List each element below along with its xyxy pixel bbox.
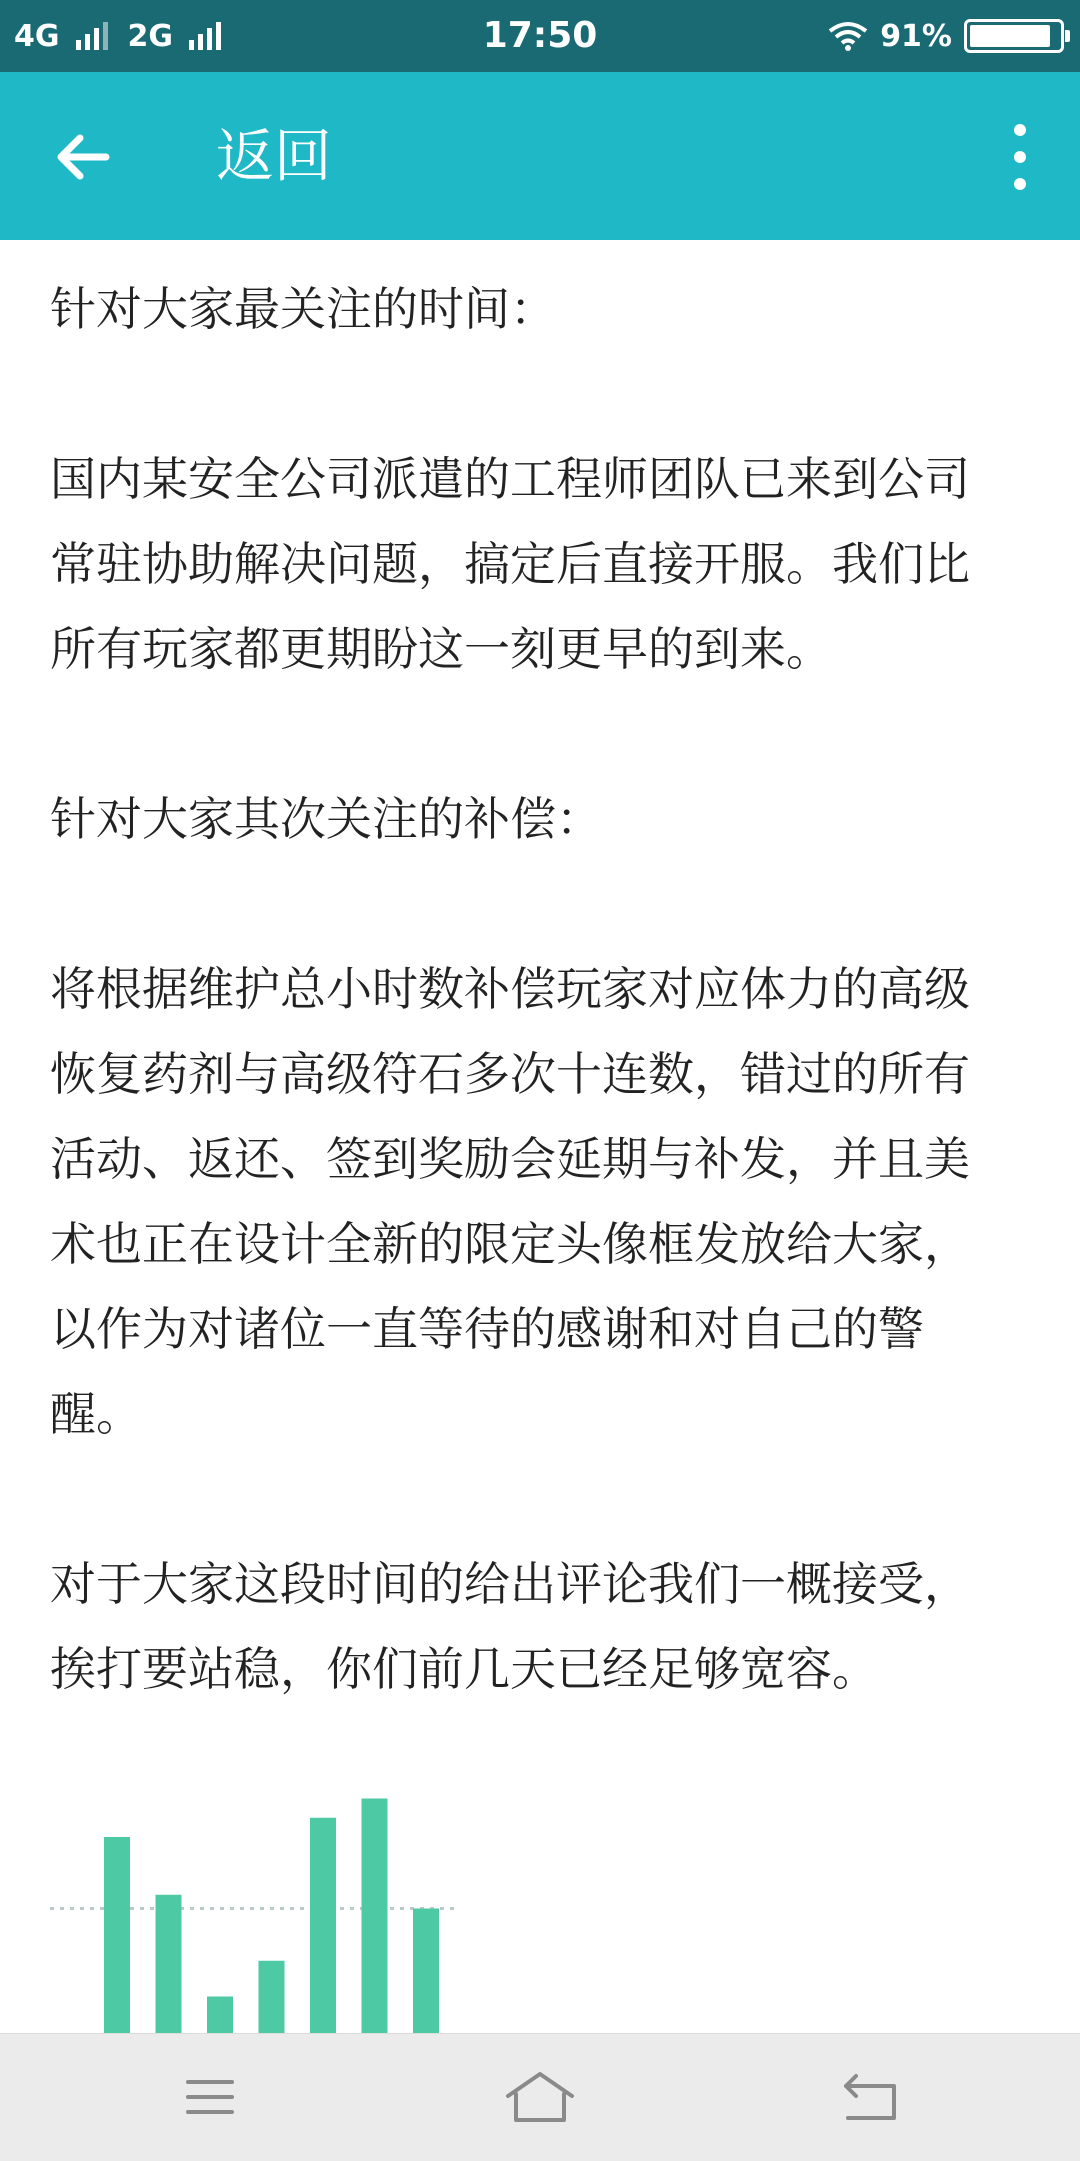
bar-chart <box>0 1760 1080 2035</box>
article-paragraph <box>50 267 1040 352</box>
more-dot <box>1014 151 1026 163</box>
menu-icon <box>170 2064 250 2130</box>
back-button[interactable] <box>50 124 116 190</box>
system-nav-bar <box>0 2033 1080 2161</box>
more-vertical-icon <box>1014 124 1026 136</box>
text-line: 对于大家这段时间的给出评论我们一概接受， <box>50 1557 970 1611</box>
home-button[interactable] <box>500 2064 580 2130</box>
text-line: 将根据维护总小时数补偿玩家对应体力的高级 <box>50 962 970 1016</box>
more-options-button[interactable] <box>1000 124 1040 190</box>
chart-bar <box>104 1837 130 2035</box>
article-paragraph <box>50 437 1040 692</box>
chart-bar <box>259 1961 285 2035</box>
chart-bar <box>310 1818 336 2035</box>
text-line: 醒。 <box>50 1387 142 1441</box>
return-icon <box>830 2064 910 2130</box>
battery-percent: 91% <box>880 18 952 54</box>
text-line: 常驻协助解决问题，搞定后直接开服。我们比 <box>50 537 970 591</box>
more-dot <box>1014 178 1026 190</box>
chart-bar <box>207 1997 233 2036</box>
app-title[interactable]: 返回 <box>216 122 333 190</box>
text-line: 国内某安全公司派遣的工程师团队已来到公司 <box>50 452 970 506</box>
text-line: 活动、返还、签到奖励会延期与补发，并且美 <box>50 1132 970 1186</box>
article-body <box>50 240 1040 1712</box>
text-line: 挨打要站稳，你们前几天已经足够宽容。 <box>50 1642 878 1696</box>
battery-fill <box>970 25 1050 47</box>
network-1-label: 4G <box>14 18 60 54</box>
network-2-label: 2G <box>127 18 173 54</box>
text-line: 恢复药剂与高级符石多次十连数，错过的所有 <box>50 1047 970 1101</box>
home-icon <box>500 2064 580 2130</box>
status-bar <box>0 0 1080 72</box>
text-line: 针对大家最关注的时间： <box>50 282 556 336</box>
chart-bar <box>362 1799 388 2036</box>
status-time: 17:50 <box>482 15 598 56</box>
app-bar <box>0 72 1080 240</box>
text-line: 针对大家其次关注的补偿： <box>50 792 602 846</box>
battery-icon <box>964 19 1064 53</box>
text-line: 所有玩家都更期盼这一刻更早的到来。 <box>50 622 832 676</box>
article-paragraph <box>50 947 1040 1457</box>
status-right <box>828 0 1064 72</box>
article-chart-image <box>0 1760 1080 2035</box>
arrow-left-icon <box>50 124 116 190</box>
text-line: 以作为对诸位一直等待的感谢和对自己的警 <box>50 1302 924 1356</box>
article-paragraph <box>50 1542 1040 1712</box>
text-line: 术也正在设计全新的限定头像框发放给大家， <box>50 1217 970 1271</box>
back-nav-button[interactable] <box>830 2064 910 2130</box>
wifi-icon <box>828 21 868 51</box>
chart-bar <box>156 1895 182 2035</box>
chart-bar <box>413 1909 439 2036</box>
article-paragraph <box>50 777 1040 862</box>
menu-button[interactable] <box>170 2064 250 2130</box>
